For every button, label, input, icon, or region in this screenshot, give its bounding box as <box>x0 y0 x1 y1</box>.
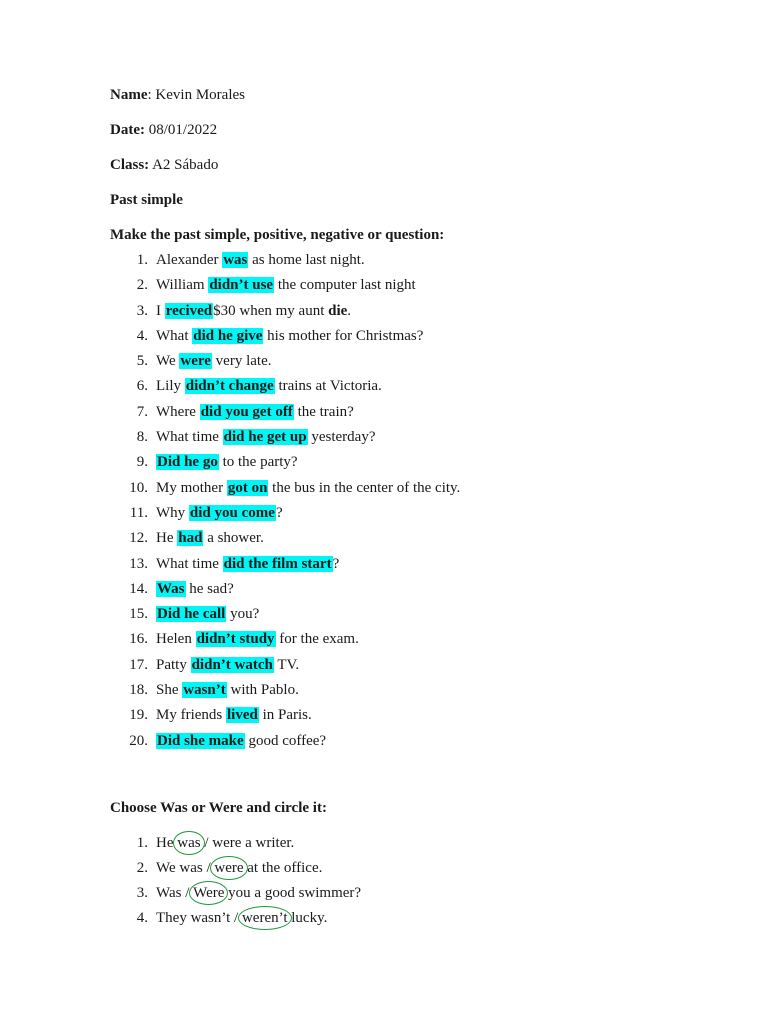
sentence-start: Helen <box>156 631 196 648</box>
highlighted-answer: did the film start <box>223 555 332 572</box>
highlighted-answer: Was <box>157 580 185 597</box>
sentence-end: with Pablo. <box>226 682 299 699</box>
item-sentence <box>156 706 312 724</box>
item-number: 4. <box>136 327 148 344</box>
sentence-end: you? <box>226 606 260 623</box>
sentence-end: a shower. <box>203 530 264 547</box>
item-sentence <box>156 909 327 927</box>
item-sentence <box>156 859 322 877</box>
sentence-end: lucky. <box>287 910 328 926</box>
sentence-end: trains at Victoria. <box>274 378 382 395</box>
item-sentence <box>156 681 299 699</box>
sentence-end: as home last night. <box>248 252 365 268</box>
item-sentence <box>156 555 339 573</box>
circled-answer: was <box>177 835 201 851</box>
circled-answer: were <box>214 860 244 876</box>
highlighted-answer: had <box>178 530 203 547</box>
sentence-start: What time <box>156 555 223 572</box>
highlighted-answer: Did he call <box>157 606 226 623</box>
date-line <box>110 121 217 139</box>
name-label: Name <box>110 87 148 103</box>
item-number: 12. <box>129 530 148 547</box>
sentence-end: good coffee? <box>244 732 327 749</box>
item-number: 18. <box>129 682 148 699</box>
sentence-end-2: . <box>347 302 352 319</box>
highlighted-answer: Did she make <box>157 732 244 749</box>
highlighted-answer: did you get off <box>200 403 293 420</box>
highlighted-answer: got on <box>227 479 268 496</box>
item-number: 15. <box>129 606 148 623</box>
sentence-start: My mother <box>156 479 227 496</box>
sentence-start: Alexander <box>156 252 223 268</box>
sentence-end: / were a writer. <box>200 835 295 851</box>
item-number: 3. <box>136 885 148 901</box>
highlighted-answer: did he get up <box>223 429 307 446</box>
item-number: 16. <box>129 631 148 648</box>
sentence-start: We <box>156 353 180 370</box>
item-sentence <box>156 276 416 294</box>
item-number: 2. <box>136 860 148 876</box>
sentence-end: in Paris. <box>258 707 312 724</box>
item-sentence <box>156 327 423 345</box>
sentence-end: the computer last night <box>274 277 416 294</box>
sentence-end: you a good swimmer? <box>224 885 362 901</box>
highlighted-answer: didn’t watch <box>191 656 273 673</box>
sentence-end: yesterday? <box>307 429 376 446</box>
highlighted-answer: didn’t change <box>185 378 274 395</box>
sentence-end: at the office. <box>243 860 323 876</box>
sentence-start: What time <box>156 429 223 446</box>
name-value: : Kevin Morales <box>147 87 245 103</box>
sentence-end: he sad? <box>185 580 234 597</box>
item-number: 1. <box>136 835 148 851</box>
sentence-start: He <box>156 835 178 851</box>
circled-answer: weren’t <box>241 910 288 926</box>
highlighted-answer: did he give <box>193 327 263 344</box>
sentence-end: very late. <box>211 353 272 370</box>
highlighted-answer: didn’t study <box>196 631 275 648</box>
sentence-start: Why <box>156 504 189 521</box>
sentence-end: for the exam. <box>275 631 359 648</box>
highlighted-answer: wasn’t <box>183 682 226 699</box>
item-sentence <box>156 580 234 598</box>
item-number: 7. <box>136 403 148 420</box>
item-number: 13. <box>129 555 148 572</box>
date-value: 08/01/2022 <box>144 122 218 138</box>
name-line <box>110 86 245 104</box>
item-number: 1. <box>136 252 148 268</box>
highlighted-answer: Did he go <box>157 454 218 471</box>
class-line <box>110 156 218 174</box>
sentence-end: TV. <box>273 656 300 673</box>
item-number: 20. <box>129 732 148 749</box>
item-number: 3. <box>136 302 148 319</box>
item-sentence <box>156 377 382 395</box>
item-sentence <box>156 403 354 421</box>
section1-instruction: Make the past simple, positive, negative or question: <box>110 227 445 243</box>
class-label: Class: <box>110 157 150 173</box>
highlighted-answer: were <box>180 353 211 370</box>
sentence-end: ? <box>275 504 283 521</box>
item-sentence <box>156 630 359 648</box>
highlighted-answer: recived <box>165 302 213 319</box>
sentence-end: $30 when my aunt <box>213 302 329 319</box>
sentence-start: I <box>156 302 165 319</box>
sentence-start: We was / <box>156 860 215 876</box>
item-sentence <box>156 732 326 750</box>
item-sentence <box>156 479 460 497</box>
item-number: 8. <box>136 429 148 446</box>
item-sentence <box>156 656 299 674</box>
sentence-end: the bus in the center of the city. <box>268 479 461 496</box>
sentence-start: Lily <box>156 378 185 395</box>
item-sentence <box>156 302 351 320</box>
item-number: 5. <box>136 353 148 370</box>
item-number: 19. <box>129 707 148 724</box>
item-number: 17. <box>129 656 148 673</box>
circled-answer: Were <box>193 885 225 901</box>
sentence-end: his mother for Christmas? <box>263 327 424 344</box>
item-sentence <box>156 605 259 623</box>
item-number: 6. <box>136 378 148 395</box>
section2-instruction: Choose Was or Were and circle it: <box>110 800 327 816</box>
item-sentence <box>156 352 271 370</box>
item-number: 10. <box>129 479 148 496</box>
sentence-start: William <box>156 277 209 294</box>
item-number: 14. <box>129 580 148 597</box>
item-sentence <box>156 453 298 471</box>
item-number: 2. <box>136 277 148 294</box>
item-number: 4. <box>136 910 148 926</box>
sentence-end: the train? <box>293 403 354 420</box>
sentence-end: to the party? <box>218 454 298 471</box>
sentence-end: ? <box>332 555 340 572</box>
item-sentence <box>156 529 264 547</box>
highlighted-answer: lived <box>227 707 258 724</box>
item-sentence <box>156 251 365 269</box>
date-label: Date: <box>110 122 145 138</box>
sentence-start: Patty <box>156 656 191 673</box>
section-title: Past simple <box>110 192 183 208</box>
sentence-start: Was / <box>156 885 194 901</box>
sentence-start: What <box>156 327 193 344</box>
highlighted-answer: was <box>223 252 248 268</box>
bold-word: die <box>328 302 348 319</box>
item-sentence <box>156 428 376 446</box>
item-number: 11. <box>129 504 148 521</box>
item-number: 9. <box>136 454 148 471</box>
sentence-start: They wasn’t / <box>156 910 242 926</box>
highlighted-answer: did you come <box>189 504 275 521</box>
sentence-start: He <box>156 530 178 547</box>
item-sentence <box>156 834 294 852</box>
item-sentence <box>156 504 283 522</box>
highlighted-answer: didn’t use <box>209 277 274 294</box>
class-value: A2 Sábado <box>149 157 219 173</box>
sentence-start: She <box>156 682 183 699</box>
item-sentence <box>156 884 361 902</box>
sentence-start: Where <box>156 403 200 420</box>
sentence-start: My friends <box>156 707 226 724</box>
